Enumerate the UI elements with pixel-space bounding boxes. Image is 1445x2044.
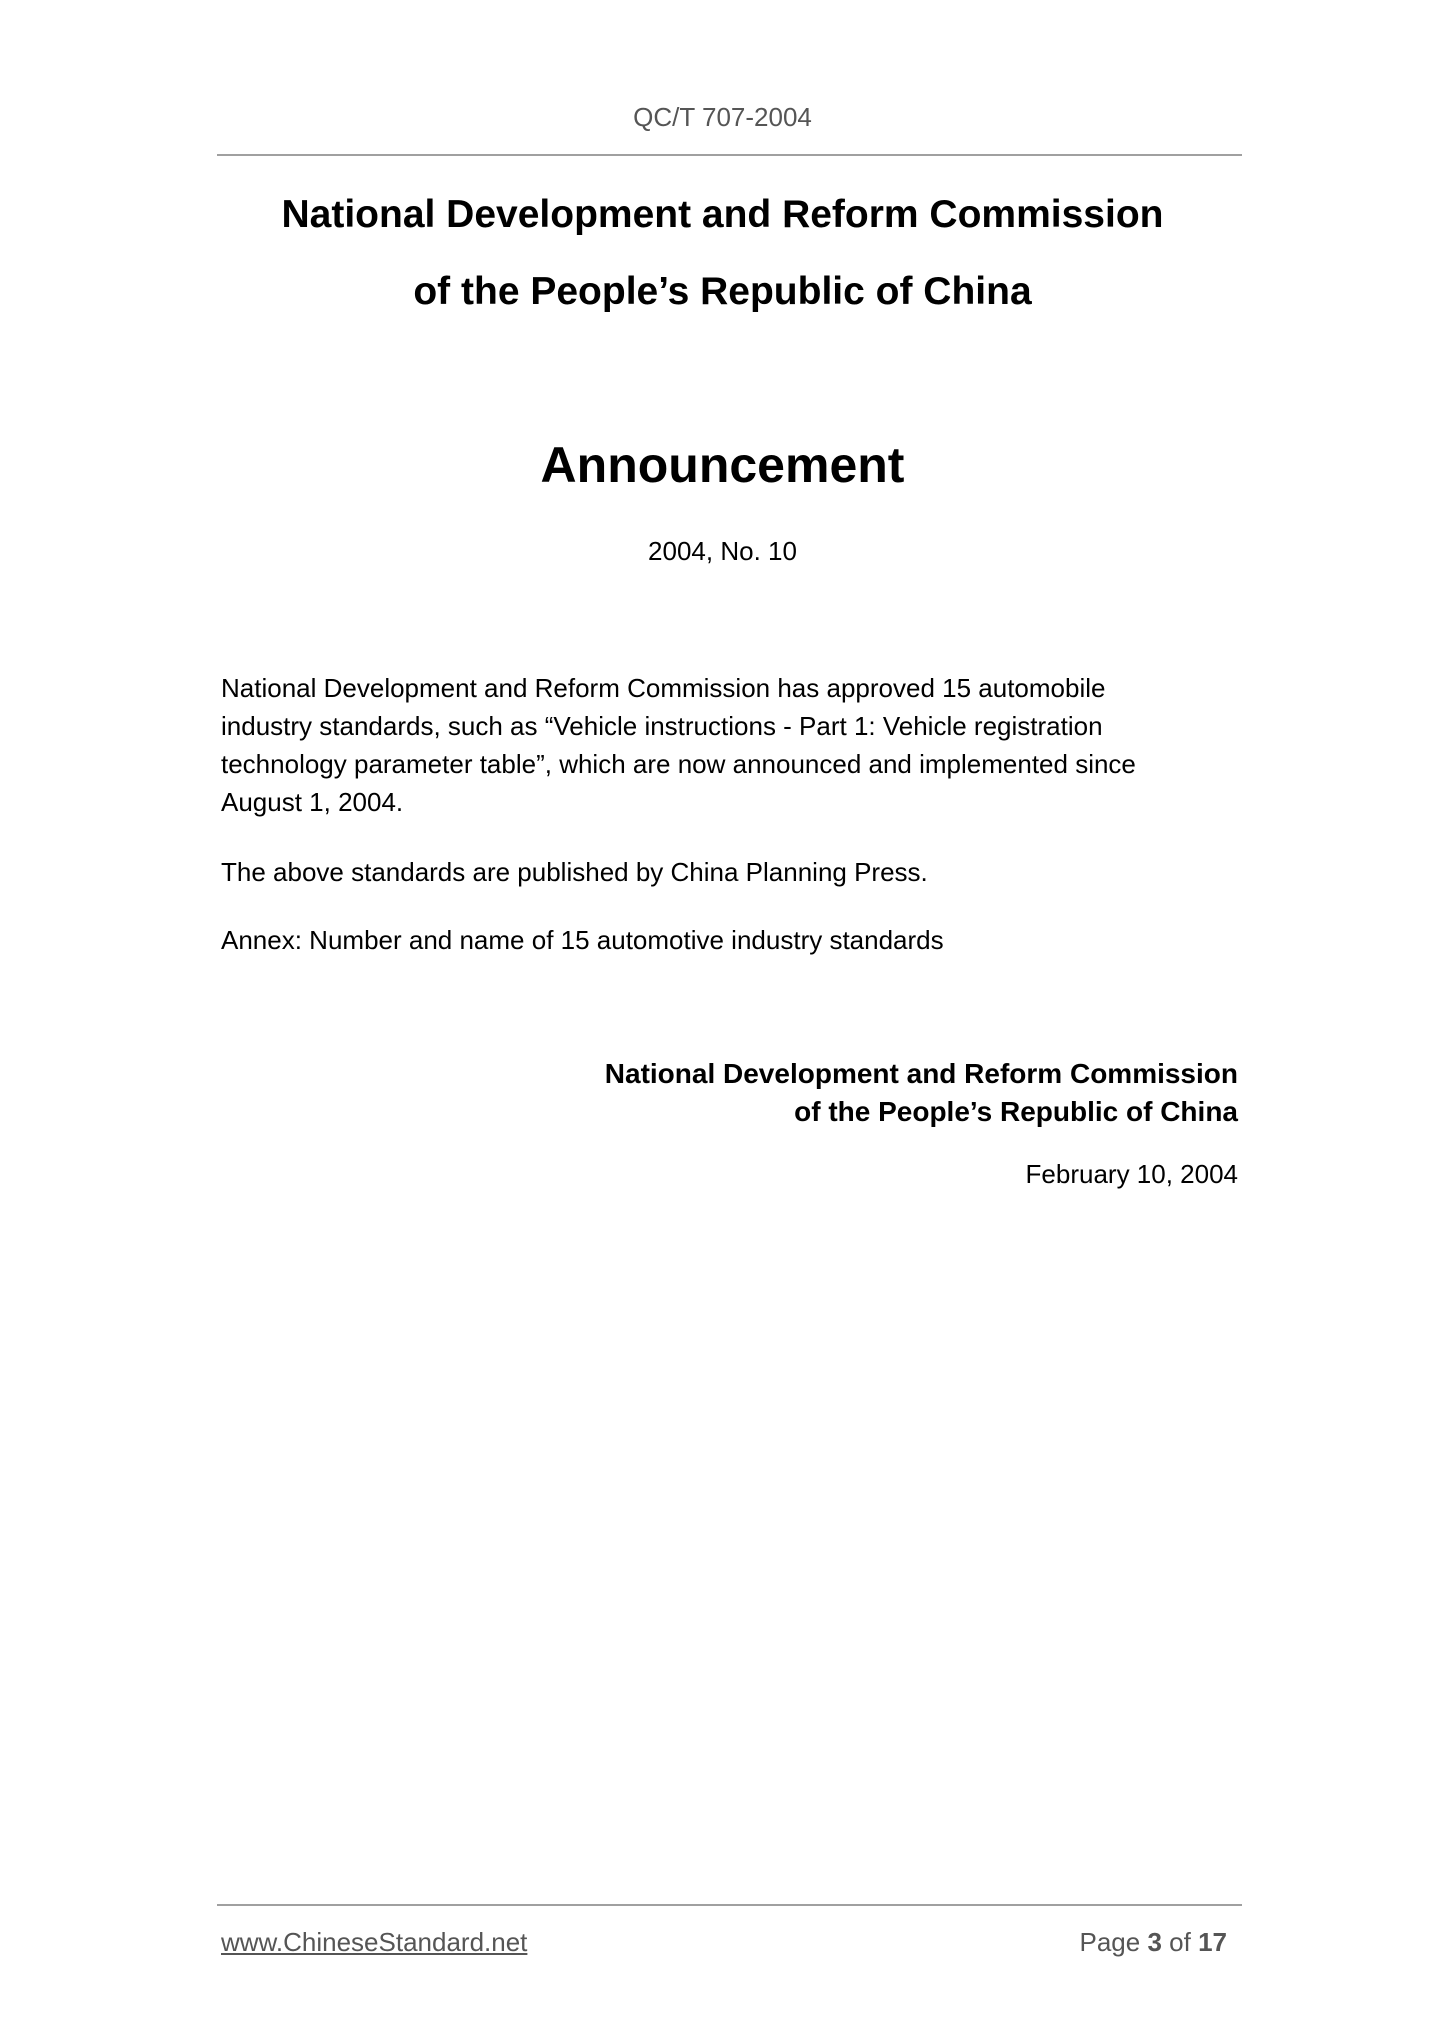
issuer-title-line1: National Development and Reform Commission <box>281 193 1164 236</box>
page-total: 17 <box>1198 1927 1227 1957</box>
page-of: of <box>1169 1927 1191 1957</box>
signature-date: February 10, 2004 <box>1025 1159 1238 1189</box>
body-paragraph-publisher: The above standards are published by China Planning Press. <box>221 857 928 887</box>
signature-issuer-line2: of the People’s Republic of China <box>794 1096 1238 1127</box>
document-number: 2004, No. 10 <box>648 536 797 566</box>
page-current: 3 <box>1147 1927 1162 1957</box>
footer-website-link[interactable]: www.ChineseStandard.net <box>221 1927 528 1957</box>
page-prefix: Page <box>1079 1927 1141 1957</box>
header-divider <box>217 154 1242 156</box>
header-standard-code: QC/T 707-2004 <box>633 102 812 132</box>
signature-issuer-line1: National Development and Reform Commission <box>604 1058 1238 1089</box>
document-title: Announcement <box>540 437 905 493</box>
footer-page-indicator <box>1079 1929 1227 1955</box>
issuer-title-line2: of the People’s Republic of China <box>413 270 1032 313</box>
body-paragraph-annex: Annex: Number and name of 15 automotive industry standards <box>221 925 944 955</box>
body-paragraph-approval: National Development and Reform Commission has approved 15 automobile industry standards, such as “Vehicle instructions - Part 1: Vehicle registration technology parameter table”, which are now announced and implemented since August 1, 2004. <box>221 673 1136 817</box>
footer-divider <box>217 1904 1242 1906</box>
